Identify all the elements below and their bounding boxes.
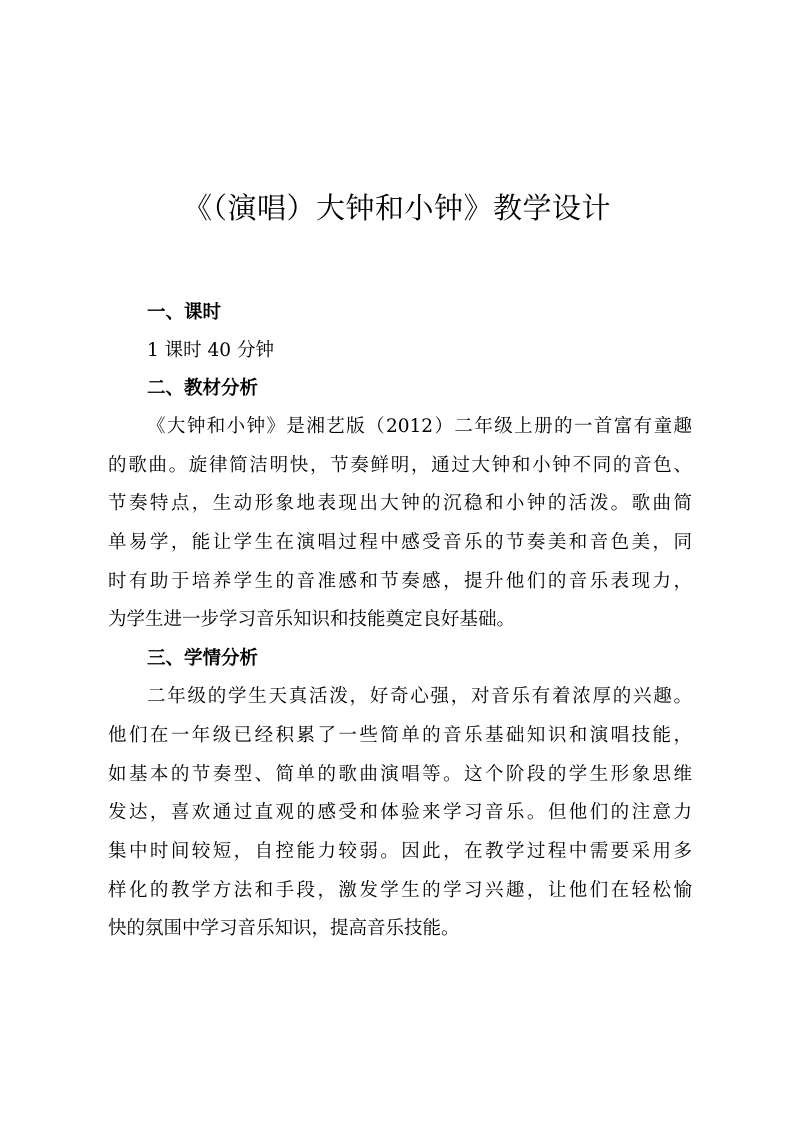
paragraph-line: 集中时间较短，自控能力较弱。因此，在教学过程中需要采用多 <box>108 840 692 862</box>
paragraph-line: 二年级的学生天真活泼，好奇心强，对音乐有着浓厚的兴趣。 <box>147 686 692 708</box>
document-body <box>108 294 692 949</box>
section-heading-student-analysis: 三、学情分析 <box>147 648 259 670</box>
paragraph-line: 样化的教学方法和手段，激发学生的学习兴趣，让他们在轻松愉 <box>108 879 692 901</box>
textbook-analysis-paragraph <box>108 408 692 640</box>
student-analysis-paragraph <box>108 678 692 949</box>
document-title: 《（演唱）大钟和小钟》教学设计 <box>182 191 611 225</box>
section-heading-class-hours: 一、课时 <box>147 302 222 323</box>
section-heading-textbook-analysis: 二、教材分析 <box>147 378 259 399</box>
paragraph-line: 为学生进一步学习音乐知识和技能奠定良好基础。 <box>108 609 516 631</box>
paragraph-line: 发达，喜欢通过直观的感受和体验来学习音乐。但他们的注意力 <box>108 802 692 824</box>
paragraph-line: 的歌曲。旋律简洁明快，节奏鲜明，通过大钟和小钟不同的音色、 <box>108 454 692 476</box>
paragraph-line: 节奏特点，生动形象地表现出大钟的沉稳和小钟的活泼。歌曲简 <box>108 493 692 515</box>
paragraph-line: 他们在一年级已经积累了一些简单的音乐基础知识和演唱技能， <box>108 724 692 746</box>
class-hours-text: 1 课时 40 分钟 <box>147 340 274 361</box>
paragraph-line: 单易学，能让学生在演唱过程中感受音乐的节奏美和音色美，同 <box>108 532 692 554</box>
paragraph-line: 如基本的节奏型、简单的歌曲演唱等。这个阶段的学生形象思维 <box>108 763 692 785</box>
paragraph-line: 时有助于培养学生的音准感和节奏感，提升他们的音乐表现力， <box>108 570 692 592</box>
paragraph-line: 快的氛围中学习音乐知识，提高音乐技能。 <box>108 918 460 940</box>
paragraph-line: 《大钟和小钟》是湘艺版（2012）二年级上册的一首富有童趣 <box>147 416 692 437</box>
